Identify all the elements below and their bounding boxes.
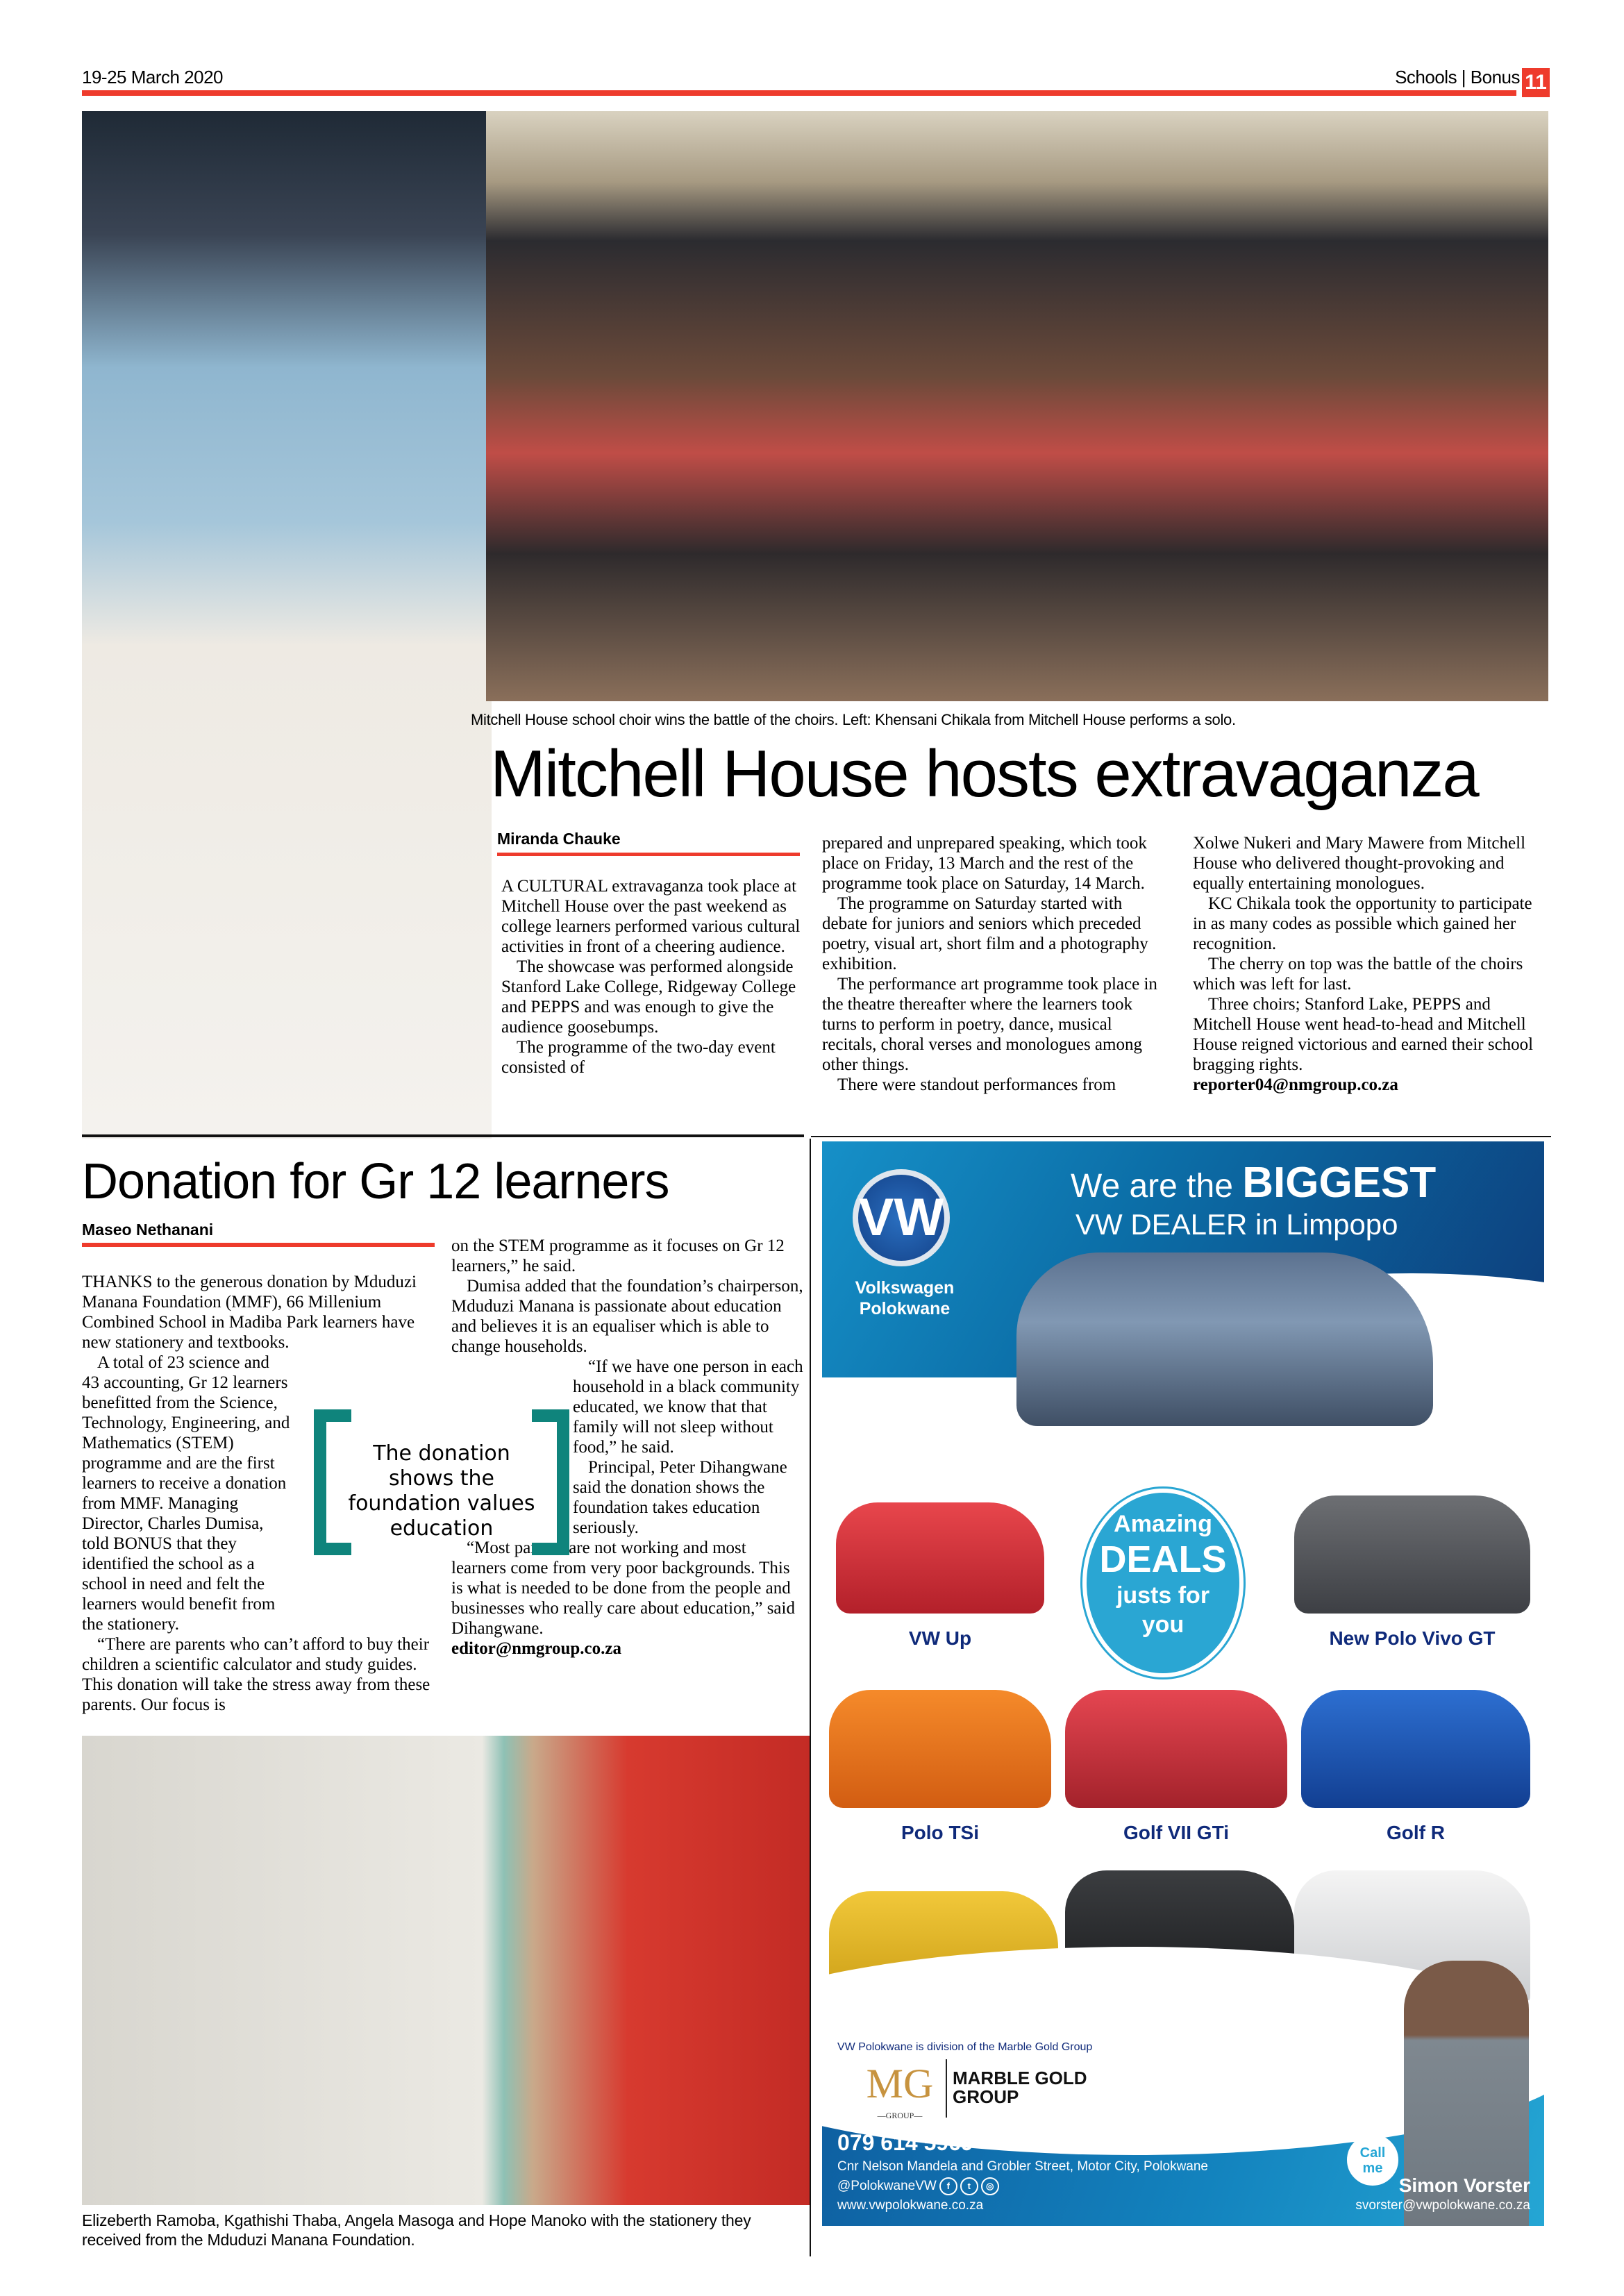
column-divider bbox=[810, 1139, 811, 2256]
golf-gti-image bbox=[1065, 1690, 1287, 1808]
paragraph: The cherry on top was the battle of the choirs which was left for last. bbox=[1193, 955, 1523, 994]
story2-byline: Maseo Nethanani bbox=[82, 1221, 214, 1239]
reporter-email[interactable]: reporter04@nmgroup.co.za bbox=[1193, 1075, 1398, 1094]
dealer-website[interactable]: www.vwpolokwane.co.za bbox=[837, 2198, 984, 2213]
car-label-vw-up: VW Up bbox=[908, 1627, 972, 1649]
twitter-icon[interactable]: t bbox=[960, 2177, 978, 2195]
header-rule bbox=[82, 90, 1516, 96]
polo-vivo-image bbox=[1294, 1495, 1530, 1614]
group-name bbox=[953, 2069, 1087, 2106]
deals-line: you bbox=[1141, 1611, 1184, 1638]
byline-rule bbox=[497, 853, 800, 856]
students-photo bbox=[82, 1736, 810, 2205]
paragraph: A total of 23 science and 43 accounting, Gr 12 learners benefitted from the Science, Technology, Engineering, and Mathematics (STEM) programme and are the first learners to receive a donation from MMF. Managing Director, Charles Dumisa, told BONUS that they identified the school as a school in need and felt the learners would benefit from the stationery. bbox=[82, 1353, 290, 1634]
facebook-icon[interactable]: f bbox=[939, 2177, 957, 2195]
instagram-icon[interactable]: ◎ bbox=[981, 2177, 999, 2195]
paragraph: KC Chikala took the opportunity to participate in as many codes as possible which gained her recognition. bbox=[1193, 894, 1532, 953]
story1-column-2 bbox=[822, 833, 1169, 1095]
paragraph: A CULTURAL extravaganza took place at Mitchell House over the past weekend as college learners performed various cultural activities in front of a cheering audience. bbox=[501, 877, 801, 956]
paragraph: “There are parents who can’t afford to buy their children a scientific calculator and study guides. This donation will take the stress away from these parents. Our focus is bbox=[82, 1635, 430, 1714]
touareg-hero-image bbox=[1016, 1252, 1433, 1426]
sales-rep-email[interactable]: svorster@vwpolokwane.co.za bbox=[1355, 2198, 1530, 2213]
story2-headline: Donation for Gr 12 learners bbox=[82, 1154, 669, 1209]
social-handle[interactable]: @PolokwaneVW bbox=[837, 2179, 937, 2193]
pull-quote-text: The donation shows the foundation values education bbox=[348, 1441, 535, 1541]
choir-photo bbox=[486, 111, 1548, 701]
paragraph: THANKS to the generous donation by Mduduzi Manana Foundation (MMF), 66 Millenium Combined School in Madiba Park learners have new stationery and textbooks. bbox=[82, 1273, 417, 1352]
page-number: 11 bbox=[1522, 68, 1550, 97]
dealer-phone[interactable]: 079 614 5969 bbox=[837, 2130, 973, 2155]
paragraph: The performance art programme took place in the theatre thereafter where the learners took turns to perform in poetry, dance, musical recitals, choral verses and monologues among other things. bbox=[822, 975, 1157, 1074]
paragraph: prepared and unprepared speaking, which took place on Friday, 13 March and the rest of the programme took place on Saturday, 14 March. bbox=[822, 834, 1147, 893]
choir-photo-caption: Mitchell House school choir wins the battle of the choirs. Left: Khensani Chikala from Mitchell House performs a solo. bbox=[471, 711, 1236, 728]
section-divider bbox=[82, 1134, 804, 1137]
issue-date: 19-25 March 2020 bbox=[82, 67, 224, 87]
students-photo-caption: Elizeberth Ramoba, Kgathishi Thaba, Angela Masoga and Hope Manoko with the stationery they received from the Mduduzi Manana Foundation. bbox=[82, 2211, 751, 2249]
paragraph: Xolwe Nukeri and Mary Mawere from Mitchell House who delivered thought-provoking and equally entertaining monologues. bbox=[1193, 834, 1526, 893]
ad-headline bbox=[1071, 1158, 1436, 1207]
pull-quote bbox=[314, 1409, 569, 1555]
ad-headline-pre: We are the bbox=[1071, 1168, 1233, 1205]
vw-advertisement[interactable] bbox=[822, 1141, 1544, 2227]
car-label-golf-gti: Golf VII GTi bbox=[1123, 1822, 1229, 1843]
paragraph: The showcase was performed alongside Stanford Lake College, Ridgeway College and PEPPS and was enough to give the audience goosebumps. bbox=[501, 957, 796, 1037]
paragraph: The programme on Saturday started with debate for juniors and seniors which preceded poetry, visual art, short film and a photography exhibition. bbox=[822, 894, 1148, 973]
story1-byline: Miranda Chauke bbox=[497, 830, 621, 848]
paragraph: “Most parents are not working and most learners come from very poor backgrounds. This is what is needed to be done from the people and businesses who really care about education,” said Dihangwane. bbox=[451, 1539, 795, 1638]
story1-column-1 bbox=[501, 876, 807, 1078]
paragraph: The programme of the two-day event consisted of bbox=[501, 1038, 776, 1077]
story1-column-3 bbox=[1193, 833, 1540, 1095]
paragraph: There were standout performances from bbox=[837, 1075, 1116, 1094]
car-label-golf-r: Golf R bbox=[1387, 1822, 1445, 1843]
dealer-address: Cnr Nelson Mandela and Grobler Street, Motor City, Polokwane bbox=[837, 2159, 1209, 2174]
group-name-line: GROUP bbox=[953, 2086, 1019, 2107]
section-divider bbox=[811, 1136, 1551, 1137]
ad-headline-big: BIGGEST bbox=[1242, 1159, 1437, 1207]
paragraph: Principal, Peter Dihangwane said the donation shows the foundation takes education seriously. bbox=[573, 1458, 787, 1537]
vw-logo-icon: VW bbox=[853, 1169, 950, 1266]
deals-line: Amazing bbox=[1114, 1511, 1212, 1537]
section-label: Schools | Bonus bbox=[1395, 67, 1520, 87]
singer-photo bbox=[82, 111, 492, 1139]
sales-rep-name: Simon Vorster bbox=[1398, 2175, 1530, 2196]
division-note: VW Polokwane is division of the Marble Gold Group bbox=[837, 2041, 1093, 2053]
story1-headline: Mitchell House hosts extravaganza bbox=[490, 737, 1478, 811]
vw-up-image bbox=[836, 1502, 1044, 1614]
deals-badge bbox=[1082, 1489, 1244, 1677]
deals-line: DEALS bbox=[1099, 1539, 1227, 1580]
marble-gold-logo-icon: MG bbox=[866, 2061, 934, 2106]
social-row bbox=[837, 2177, 999, 2195]
paragraph: Three choirs; Stanford Lake, PEPPS and Mitchell House went head-to-head and Mitchell House reigned victorious and earned their school bragging rights. bbox=[1193, 995, 1534, 1074]
paragraph: Dumisa added that the foundation’s chairperson, Mduduzi Manana is passionate about education and believes it is an equaliser which is able to change households. bbox=[451, 1277, 803, 1356]
marble-gold-logo-sub: —GROUP— bbox=[877, 2111, 923, 2120]
group-name-line: MARBLE GOLD bbox=[953, 2068, 1087, 2088]
logo-divider bbox=[946, 2059, 947, 2118]
ad-subheadline: VW DEALER in Limpopo bbox=[1075, 1208, 1398, 1241]
editor-email[interactable]: editor@nmgroup.co.za bbox=[451, 1639, 621, 1658]
golf-r-image bbox=[1301, 1690, 1530, 1808]
dealer-name: Volkswagen Polokwane bbox=[855, 1278, 955, 1318]
byline-rule bbox=[82, 1243, 435, 1247]
paragraph: on the STEM programme as it focuses on Gr 12 learners,” he said. bbox=[451, 1237, 785, 1275]
paragraph: “If we have one person in each household in a black community educated, we know that that family will not sleep without food,” he said. bbox=[573, 1357, 803, 1457]
car-label-polo-vivo: New Polo Vivo GT bbox=[1329, 1627, 1496, 1649]
deals-line: justs for bbox=[1116, 1582, 1210, 1609]
car-label-polo-tsi: Polo TSi bbox=[901, 1822, 979, 1843]
call-me-badge[interactable]: Call me bbox=[1347, 2134, 1398, 2186]
polo-tsi-image bbox=[829, 1690, 1051, 1808]
